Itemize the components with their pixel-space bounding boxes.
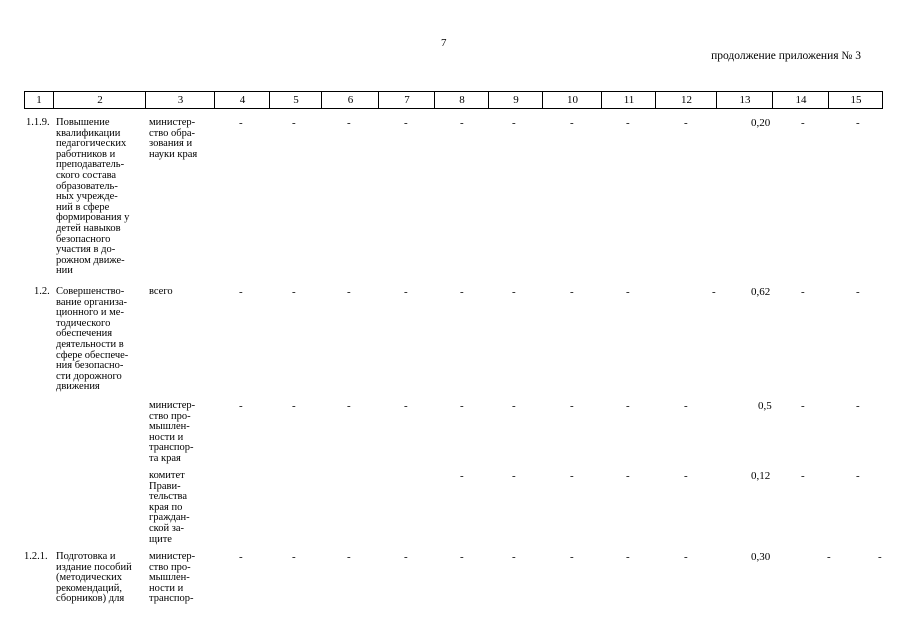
empty-cell-dash: - bbox=[512, 470, 516, 482]
empty-cell-dash: - bbox=[570, 117, 574, 129]
empty-cell-dash: - bbox=[460, 286, 464, 298]
executor: министер- ство про- мышлен- ности и транспор- bbox=[149, 551, 196, 605]
empty-cell-dash: - bbox=[626, 551, 630, 563]
empty-cell-dash: - bbox=[684, 117, 688, 129]
empty-cell-dash: - bbox=[239, 117, 243, 129]
empty-cell-dash: - bbox=[404, 286, 408, 298]
empty-cell-dash: - bbox=[712, 286, 716, 298]
empty-cell-dash: - bbox=[404, 117, 408, 129]
row-number: 1.1.9. bbox=[26, 117, 50, 128]
value-cell: 0,30 bbox=[751, 551, 771, 563]
empty-cell-dash: - bbox=[347, 286, 351, 298]
executor: министер- ство про- мышлен- ности и транспор- та края bbox=[149, 400, 196, 464]
empty-cell-dash: - bbox=[570, 470, 574, 482]
header-col-1: 1 bbox=[36, 94, 42, 106]
empty-cell-dash: - bbox=[626, 400, 630, 412]
empty-cell-dash: - bbox=[801, 117, 805, 129]
empty-cell-dash: - bbox=[239, 400, 243, 412]
empty-cell-dash: - bbox=[570, 551, 574, 563]
header-col-13: 13 bbox=[716, 92, 773, 108]
empty-cell-dash: - bbox=[347, 400, 351, 412]
empty-cell-dash: - bbox=[512, 551, 516, 563]
value-cell: 0,5 bbox=[758, 400, 772, 412]
header-col-3: 3 bbox=[145, 92, 215, 108]
row-number: 1.2. bbox=[34, 286, 50, 297]
empty-cell-dash: - bbox=[292, 286, 296, 298]
empty-cell-dash: - bbox=[684, 400, 688, 412]
empty-cell-dash: - bbox=[570, 286, 574, 298]
empty-cell-dash: - bbox=[684, 551, 688, 563]
row-number: 1.2.1. bbox=[24, 551, 48, 562]
empty-cell-dash: - bbox=[292, 117, 296, 129]
empty-cell-dash: - bbox=[512, 286, 516, 298]
value-cell: 0,62 bbox=[751, 286, 771, 298]
empty-cell-dash: - bbox=[684, 470, 688, 482]
empty-cell-dash: - bbox=[626, 117, 630, 129]
value-cell: 0,12 bbox=[751, 470, 771, 482]
measure-name: Совершенство- вание организа- ционного и ме- тодического обеспечения деятельности в сфере обеспече- ния безопасно- сти дорожного движения bbox=[56, 286, 129, 393]
empty-cell-dash: - bbox=[856, 286, 860, 298]
empty-cell-dash: - bbox=[856, 470, 860, 482]
empty-cell-dash: - bbox=[460, 551, 464, 563]
table-header-row bbox=[24, 91, 883, 109]
header-col-9: 9 bbox=[488, 92, 543, 108]
header-col-7: 7 bbox=[378, 92, 435, 108]
executor: министер- ство обра- зования и науки края bbox=[149, 117, 198, 160]
empty-cell-dash: - bbox=[460, 400, 464, 412]
continuation-caption: продолжение приложения № 3 bbox=[711, 50, 861, 62]
empty-cell-dash: - bbox=[626, 286, 630, 298]
executor: комитет Прави- тельства края по граждан- ской за- щите bbox=[149, 470, 190, 545]
empty-cell-dash: - bbox=[626, 470, 630, 482]
header-col-6: 6 bbox=[321, 92, 379, 108]
header-col-5: 5 bbox=[269, 92, 322, 108]
header-col-4: 4 bbox=[214, 92, 270, 108]
empty-cell-dash: - bbox=[460, 117, 464, 129]
empty-cell-dash: - bbox=[292, 400, 296, 412]
empty-cell-dash: - bbox=[801, 400, 805, 412]
empty-cell-dash: - bbox=[239, 551, 243, 563]
header-col-14: 14 bbox=[772, 92, 829, 108]
header-col-11: 11 bbox=[601, 92, 656, 108]
measure-name: Повышение квалификации педагогических работников и преподаватель- ского состава образователь- ных учрежде- ний в сфере формирования у детей навыков безопасного участия в до- рожном движе- нии bbox=[56, 117, 130, 277]
header-col-12: 12 bbox=[655, 92, 717, 108]
page-number: 7 bbox=[441, 37, 447, 49]
executor: всего bbox=[149, 286, 173, 297]
empty-cell-dash: - bbox=[827, 551, 831, 563]
empty-cell-dash: - bbox=[347, 117, 351, 129]
empty-cell-dash: - bbox=[570, 400, 574, 412]
header-col-2: 2 bbox=[53, 92, 146, 108]
empty-cell-dash: - bbox=[292, 551, 296, 563]
empty-cell-dash: - bbox=[404, 400, 408, 412]
empty-cell-dash: - bbox=[512, 400, 516, 412]
empty-cell-dash: - bbox=[239, 286, 243, 298]
empty-cell-dash: - bbox=[801, 470, 805, 482]
empty-cell-dash: - bbox=[856, 117, 860, 129]
header-col-15: 15 bbox=[828, 92, 883, 108]
empty-cell-dash: - bbox=[856, 400, 860, 412]
empty-cell-dash: - bbox=[512, 117, 516, 129]
measure-name: Подготовка и издание пособий (методических рекомендаций, сборников) для bbox=[56, 551, 132, 605]
empty-cell-dash: - bbox=[878, 551, 882, 563]
header-col-10: 10 bbox=[542, 92, 602, 108]
empty-cell-dash: - bbox=[460, 470, 464, 482]
value-cell: 0,20 bbox=[751, 117, 771, 129]
header-col-8: 8 bbox=[434, 92, 489, 108]
empty-cell-dash: - bbox=[347, 551, 351, 563]
empty-cell-dash: - bbox=[801, 286, 805, 298]
empty-cell-dash: - bbox=[404, 551, 408, 563]
